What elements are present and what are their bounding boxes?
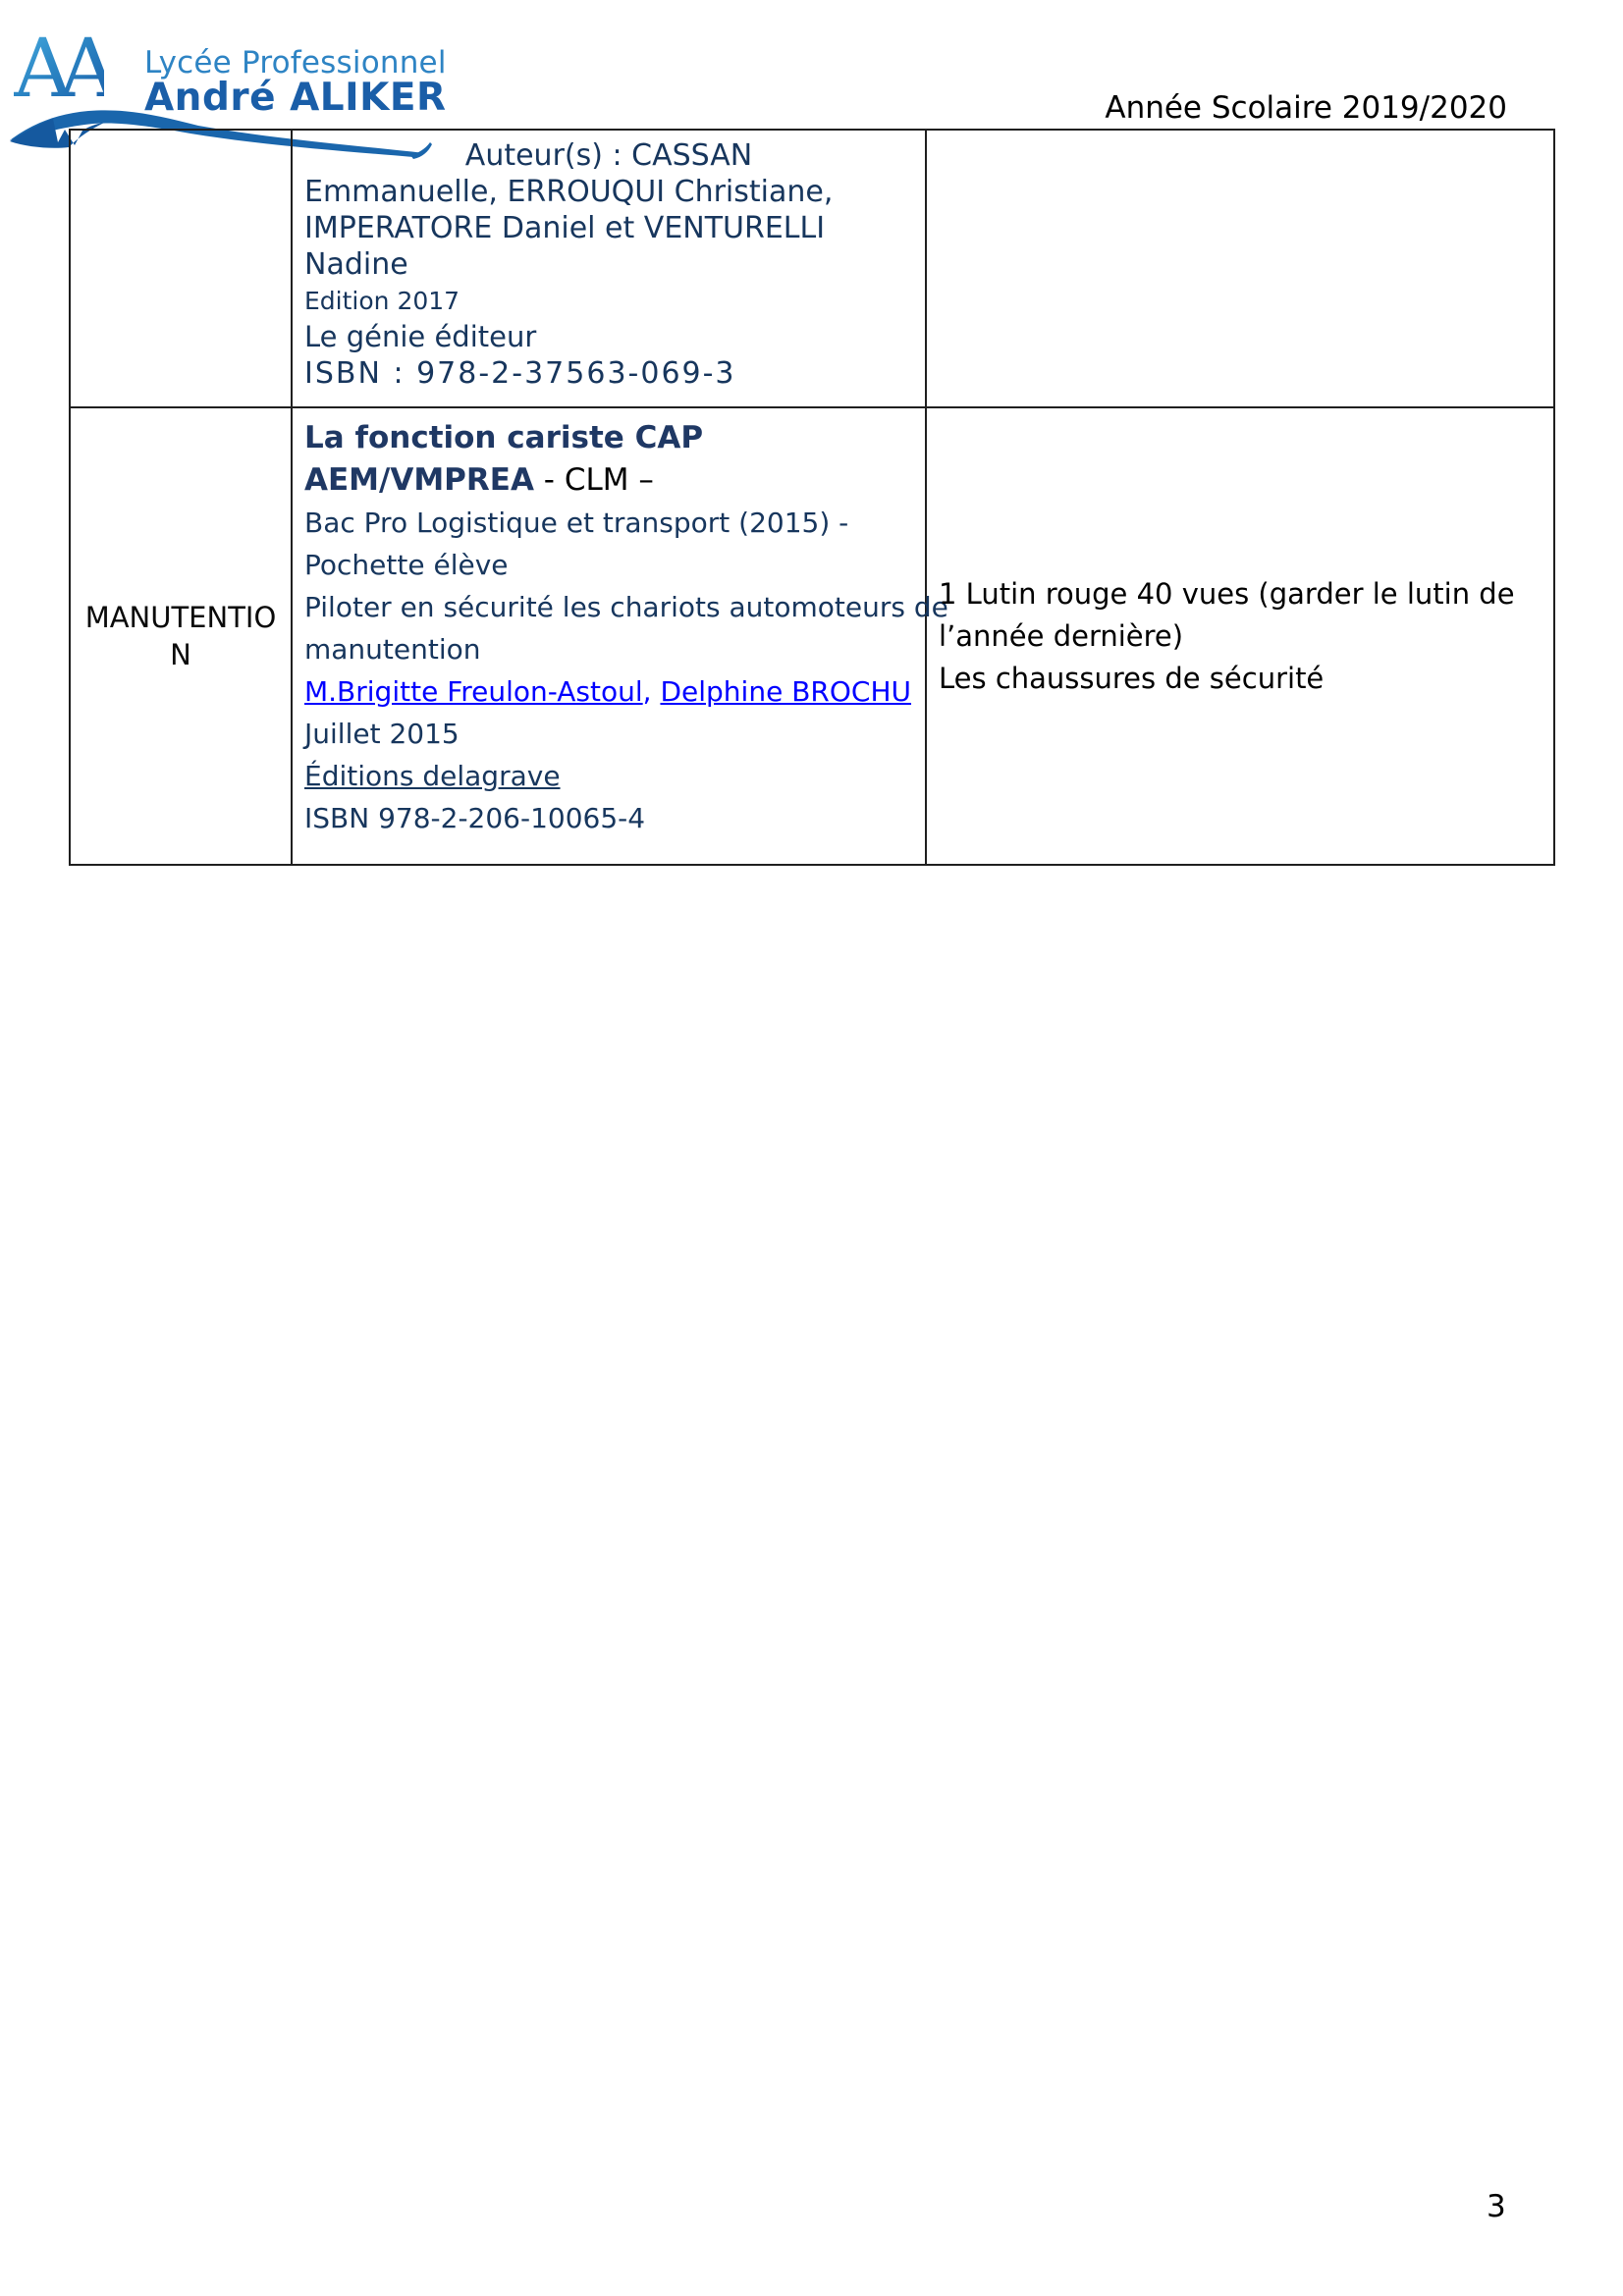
book-title-line2 — [304, 459, 913, 502]
supplies-item: Les chaussures de sécurité — [939, 661, 1325, 695]
logo-monogram: AA — [14, 23, 105, 116]
book-title-suffix: - CLM – — [533, 462, 654, 498]
book-author-line: Emmanuelle, ERROUQUI Christiane, — [304, 175, 834, 209]
author-separator: , — [642, 675, 661, 708]
book-author-heading: Auteur(s) : CASSAN — [464, 138, 753, 173]
book-cell-cariste — [293, 408, 948, 864]
book-isbn: ISBN : 978-2-37563-069-3 — [304, 356, 736, 391]
school-year-label: Année Scolaire 2019/2020 — [1105, 90, 1507, 126]
book-cell-cassan — [293, 131, 927, 408]
book-publisher: Éditions delagrave — [304, 760, 561, 792]
book-edition: Edition 2017 — [304, 287, 460, 315]
book-author-line: Nadine — [304, 247, 408, 282]
subject-label: MANUTENTION — [84, 601, 277, 671]
book-author-line: IMPERATORE Daniel et VENTURELLI — [304, 211, 826, 245]
book-authors-line — [304, 670, 913, 713]
subject-cell-empty — [71, 131, 293, 408]
supplies-item: 1 Lutin rouge 40 vues (garder le lutin de l’année dernière) — [939, 576, 1515, 653]
book-publisher: Le génie éditeur — [304, 320, 537, 353]
supplies-cell-manutention — [927, 408, 1553, 864]
book-detail-line: Piloter en sécurité les chariots automoteurs de — [304, 591, 948, 623]
book-date: Juillet 2015 — [304, 718, 460, 750]
logo-school-name: André ALIKER — [144, 76, 447, 120]
author-link-freulon-astoul[interactable]: M.Brigitte Freulon-Astoul — [304, 675, 643, 708]
book-title-bold: AEM/VMPREA — [304, 462, 534, 498]
book-detail-line: Pochette élève — [304, 549, 509, 581]
booklist-table — [69, 129, 1555, 866]
book-detail-line: Bac Pro Logistique et transport (2015) - — [304, 507, 849, 539]
page-number: 3 — [1487, 2189, 1506, 2224]
subject-cell-manutention — [71, 408, 293, 864]
book-detail-line: manutention — [304, 633, 481, 666]
author-link-brochu[interactable]: Delphine BROCHU — [660, 675, 912, 708]
logo-school-type: Lycée Professionnel — [144, 45, 447, 80]
supplies-cell-empty — [927, 131, 1553, 408]
book-title-line1: La fonction cariste CAP — [304, 420, 704, 455]
book-isbn: ISBN 978-2-206-10065-4 — [304, 802, 646, 834]
